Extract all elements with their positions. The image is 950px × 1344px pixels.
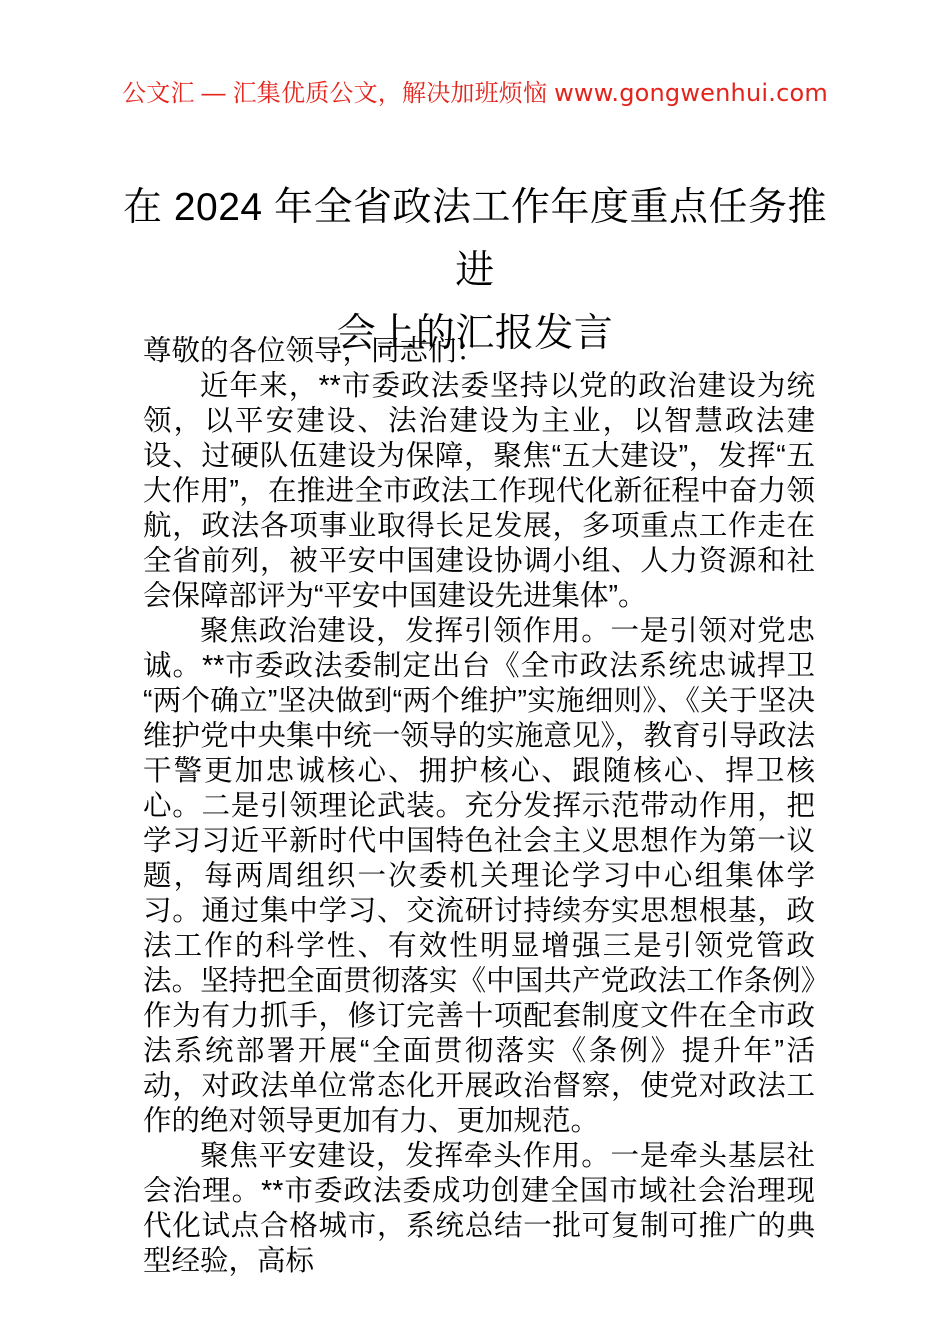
- site-watermark: [0, 78, 950, 109]
- page-title-line-1: 在 2024 年全省政法工作年度重点任务推进: [123, 186, 827, 292]
- body-paragraph: 聚焦平安建设，发挥牵头作用。一是牵头基层社会治理。**市委政法委成功创建全国市域社会治理现代化试点合格城市，系统总结一批可复制可推广的典型经验，高标: [143, 1140, 815, 1277]
- body-paragraph: 近年来，**市委政法委坚持以党的政治建设为统领，以平安建设、法治建设为主业，以智慧政法建设、过硬队伍建设为保障，聚焦“五大建设”，发挥“五大作用”，在推进全市政法工作现代化新征程中奋力领航，政法各项事业取得长足发展，多项重点工作走在全省前列，被平安中国建设协调小组、人力资源和社会保障部评为“平安中国建设先进集体”。: [143, 370, 815, 612]
- watermark-url: www.gongwenhui.com: [554, 79, 828, 107]
- watermark-text-cn: 公文汇 — 汇集优质公文，解决加班烦恼: [122, 80, 555, 107]
- salutation-line: 尊敬的各位领导，同志们：: [143, 335, 486, 367]
- document-body: [143, 334, 815, 1279]
- body-paragraph: 聚焦政治建设，发挥引领作用。一是引领对党忠诚。**市委政法委制定出台《全市政法系统忠诚捍卫“两个确立”坚决做到“两个维护”实施细则》、《关于坚决维护党中央集中统一领导的实施意见》，教育引导政法干警更加忠诚核心、拥护核心、跟随核心、捍卫核心。二是引领理论武装。充分发挥示范带动作用，把学习习近平新时代中国特色社会主义思想作为第一议题，每两周组织一次委机关理论学习中心组集体学习。通过集中学习、交流研讨持续夯实思想根基，政法工作的科学性、有效性明显增强三是引领党管政法。坚持把全面贯彻落实《中国共产党政法工作条例》作为有力抓手，修订完善十项配套制度文件在全市政法系统部署开展“全面贯彻落实《条例》提升年”活动，对政法单位常态化开展政治督察，使党对政法工作的绝对领导更加有力、更加规范。: [143, 615, 815, 1137]
- page-title-line-2: 会上的汇报发言: [336, 312, 614, 355]
